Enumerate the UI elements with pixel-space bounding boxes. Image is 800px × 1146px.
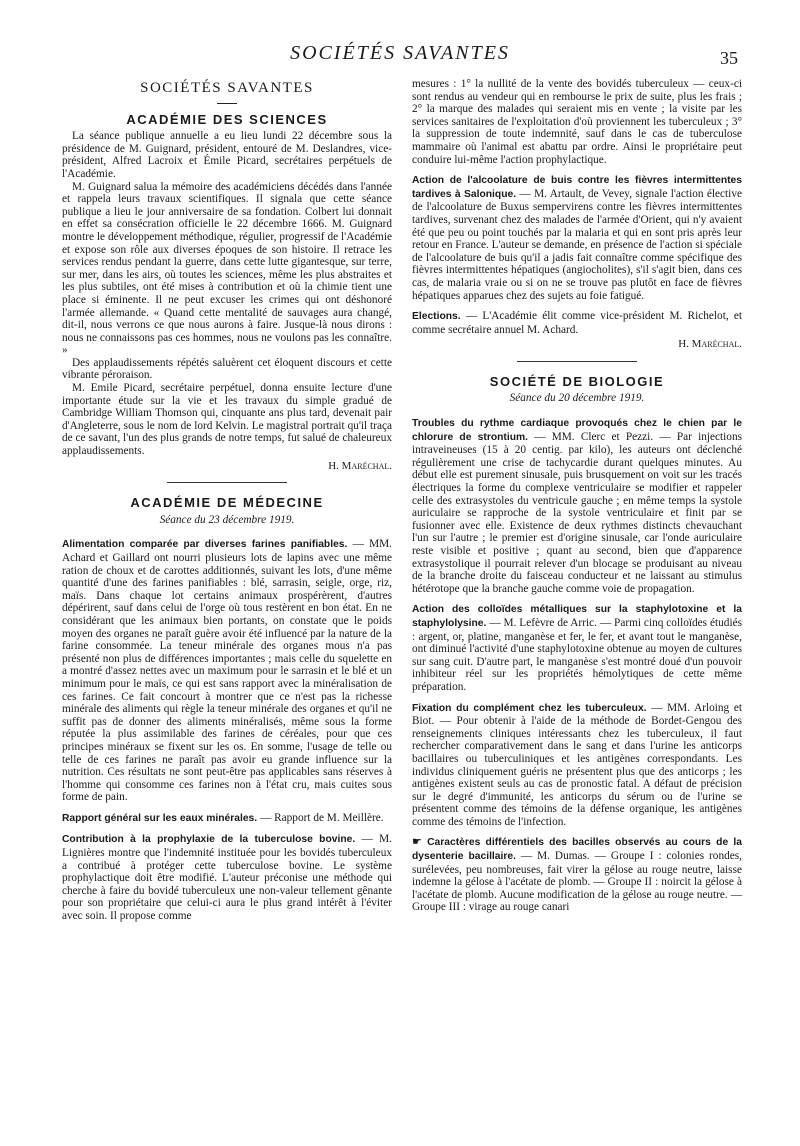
paragraph: Des applaudissements répétés saluèrent cet éloquent discours et cette vibrante péroraison. — [62, 356, 392, 382]
paragraph-body: — MM. Arloing et Biot. — Pour obtenir à l'aide de la méthode de Bordet-Gengou des renseignements cliniques intéressants chez les tuberculeux, il faut rechercher comparativement dans le sang et dans l'urine les anticorps bacillaires ou tuberculiniques et les antigènes correspondants. Les individus cliniquement guéris ne présentent plus que des anticorps ; les antigènes existent seuls au cas de pronostic fatal. A défaut de précision sur le degré d'immunité, les anticorps du sérum ou de l'urine se présentent comme des témoins de la défense organique, les antigènes comme des témoins de l'infection. — [412, 701, 743, 828]
paragraph — [62, 538, 392, 803]
paragraph-title: Fixation du complément chez les tuberculeux. — [412, 702, 647, 714]
pointing-hand-icon: ☛ — [412, 836, 422, 849]
paragraph-body: — L'Académie élit comme vice-président M. Richelot, et comme secrétaire annuel M. Achard. — [412, 310, 742, 336]
paragraph-title: Action de l'alcoolature de buis contre les fièvres intermittentes tardives à Salonique. — [412, 175, 742, 200]
paragraph-title: Alimentation comparée par diverses farines panifiables. — [62, 539, 348, 551]
paragraph — [412, 174, 742, 302]
signature: H. Maréchal. — [328, 459, 392, 472]
paragraph-body: — MM. Achard et Gaillard ont nourri plusieurs lots de lapins avec une même ration de choux et de carottes additionnés, suivant les lots, d'une même quantité d'une des farines panifiables : blé, sarrasin, seigle, orge, riz, maïs. Dans chaque lot certains animaux prospérèrent, d'autres dépérirent, sauf dans celui de l'orge où tous restèrent en bon état. En ne considérant que les animaux bien portants, on constate que le poids moyen des organes ne paraît guère avoir été influencé par la nature de la farine consommée. La teneur minérale des organes mous n'a pas présenté non plus de différences importantes ; mais celle du squelette en a montré d'assez nettes avec un maximum pour le sarrasin et le blé et un minimum pour le maïs, ce qui est sans rapport avec la minéralisation de ces farines. Ce fait concourt à montrer que ce n'est pas la richesse minérale des aliments qui règle la teneur minérale des organes et qu'il ne suffit pas de donner des aliments minéralisés, même sous la forme réputée la plus assimilable des farines de céréales, pour que ces principes minéraux se fixent sur les os. En somme, l'usage de telle ou telle de ces farines ne paraît pas avoir eu grande influence sur la nutrition. Ces résultats ne sont peut-être pas applicables sans réserves à l'homme qui consomme ces farines non à l'état cru, mais cuites sous forme de pain. — [62, 538, 392, 804]
paragraph — [412, 836, 742, 914]
paragraph — [412, 603, 742, 693]
paragraph-title: Troubles du rythme cardiaque provoqués chez le chien par le chlorure de strontium. — [412, 418, 742, 443]
paragraph-body: — Rapport de M. Meillère. — [257, 811, 384, 824]
section-divider — [517, 361, 637, 362]
paragraph-title: Rapport général sur les eaux minérales. — [62, 812, 258, 824]
running-head: SOCIÉTÉS SAVANTES — [290, 42, 510, 64]
paragraph-body: — M. Lignières montre que l'indemnité instituée pour les bovidés tuberculeux a contribué à protéger cette tuberculose bovine. Le système prophylactique doit être modifié. L'auteur préconise une méthode qui cherche à faire du bovidé tuberculeux une non-valeur tellement gênante pour son propriétaire que celui-ci aura le plus grand intérêt à l'éviter avec soin. Il propose comme — [62, 833, 392, 923]
left-column — [62, 78, 392, 923]
paragraph: La séance publique annuelle a eu lieu lundi 22 décembre sous la présidence de M. Guignard, président, entouré de M. Deslandres, vice-président, Alfred Lacroix et Émile Picard, secrétaires perpétuels de l'Académie. — [62, 130, 392, 180]
paragraph-body: — M. Dumas. — Groupe I : colonies rondes, surélevées, peu nombreuses, fait virer la gélose au rouge neutre, laisse indemne la gélose à l'acétate de plomb. — Groupe II : noircit la gélose à l'acétate de plomb. Aucune modification de la gélose au rouge neutre. — Groupe III : virage au rouge canari — [412, 850, 742, 914]
heading-academie-sciences: ACADÉMIE DES SCIENCES — [126, 111, 328, 127]
paragraph-title: Elections. — [412, 311, 461, 323]
paragraph: M. Guignard salua la mémoire des académiciens décédés dans l'année et rappela leurs travaux scientifiques. Il signala que cette séance publique a lieu le jour anniversaire de sa fondation. Colbert lui donnait en effet sa consécration officielle le 22 décembre 1666. M. Guignard montre le développement méthodique, régulier, progressif de l'Académie et expose son rôle aux diverses époques de son histoire. Il retrace les services rendus pendant la guerre, dans cette lutte gigantesque, sur terre, sur mer, dans les airs, où toutes les sciences, même les plus abstraites et les plus subtiles, ont été mises à contribution et où la chimie tient une place si éminente. Il ne peut excuser les crimes qui ont déshonoré l'armée allemande. « Quand cette mentalité de sauvages aura changé, dit-il, nous verrons ce que nous aurons à faire. Jusque-là nous dirons : nous ne connaissons pas ces hommes, nous ne voulons pas les connaître. » — [62, 180, 392, 357]
paragraph — [62, 812, 392, 826]
right-column — [412, 78, 742, 914]
paragraph — [412, 310, 742, 336]
paragraph-title: Action des colloïdes métalliques sur la staphylotoxine et la staphylolysine. — [412, 604, 742, 629]
paragraph — [412, 417, 742, 595]
paragraph-title: Caractères différentiels des bacilles observés au cours de la dysenterie bacillaire. — [412, 837, 742, 863]
paragraph-body: — M. Lefèvre de Arric. — Parmi cinq colloïdes étudiés : argent, or, platine, manganèse et fer, le fer, et avant tout le manganèse, ont diminué l'activité d'une staphylotoxine obtenue au moyen de cultures sur sang cuit. D'autre part, le manganèse s'est montré doué d'un pouvoir inhibiteur réel sur les propriétés hémolytiques de cette même préparation. — [412, 616, 742, 693]
signature: H. Maréchal. — [678, 338, 742, 351]
paragraph-body: — MM. Clerc et Pezzi. — Par injections intraveineuses (15 à 20 centig. par kilo), les auteurs ont déclenché régulièrement une crise de tachycardie durant quelques minutes. Au début elle est purement sinusale, puis brusquement on voit sur les tracés électriques la forme du complexe ventriculaire se modifier et rappeler celle des extrasystoles du ventricule gauche ; en même temps la systole auriculaire se rapproche de la systole ventriculaire et finit par se fusionner avec elle. Existence de deux rythmes distincts chevauchant l'un sur l'autre ; le premier est d'origine sinusale, car l'onde auriculaire reste visible et positive ; quant au second, bien que d'apparence extrasystolique il pourrait relever d'un blocage se produisant au niveau de la branche droite du faisceau conducteur et ne laissant au stimulus hétérotope que la branche gauche comme voie de propagation. — [412, 430, 742, 595]
session-date: Séance du 23 décembre 1919. — [159, 513, 295, 526]
session-date: Séance du 20 décembre 1919. — [509, 392, 645, 405]
page-number: 35 — [720, 48, 738, 68]
heading-academie-medecine: ACADÉMIE DE MÉDECINE — [130, 495, 324, 511]
section-title: SOCIÉTÉS SAVANTES — [140, 80, 314, 96]
heading-societe-biologie: SOCIÉTÉ DE BIOLOGIE — [489, 373, 665, 389]
paragraph: mesures : 1° la nullité de la vente des bovidés tuberculeux — ceux-ci sont rendus au vendeur qui en rembourse le prix de suite, plus les frais ; 2° la marque des malades qui seraient mis en vente ; la visite par les services sanitaires de l'exploitation d'où proviennent les tuberculeux ; 3° la suppression de toute indemnité, sauf dans le cas de tuberculose mammaire où l'animal est abattu par ordre. Ainsi le propriétaire peut conduire lui-même l'action prophylactique. — [412, 78, 742, 166]
section-divider — [167, 482, 287, 483]
paragraph-title: Contribution à la prophylaxie de la tuberculose bovine. — [62, 834, 356, 846]
paragraph: M. Emile Picard, secrétaire perpétuel, donna ensuite lecture d'une importante étude sur la vie et les travaux du simple gradué de Cambridge William Thomson qui, cinquante ans plus tard, devenait pair d'Angleterre, sous le nom de lord Kelvin. Le magistral portrait qu'il traça de ce savant, l'un des plus grands de notre temps, fut salué de chaleureux applaudissements. — [62, 382, 392, 458]
title-rule — [217, 103, 237, 104]
paragraph-body: — M. Artault, de Vevey, signale l'action élective de l'alcoolature de Buxus sempervirens contre les fièvres intermittentes tardives, survenant chez des malades de l'armée d'Orient, qui n'y avaient été que peu ou point touchés par la malaria et qui en sont pris après leur retour en France. L'auteur se demande, en présence de l'action si spéciale de l'alcoolature de buis qu'il a jadis fait connaître comme spécifique des fièvres intermittentes hépatiques (angiocholites), s'il s'agit bien, dans ces cas, de malaria vraie ou si on ne se trouve pas plutôt en face de fièvres hépatiques apparues chez des sujets au foie fatigué. — [412, 187, 742, 302]
paragraph — [412, 702, 742, 829]
paragraph — [62, 833, 392, 922]
